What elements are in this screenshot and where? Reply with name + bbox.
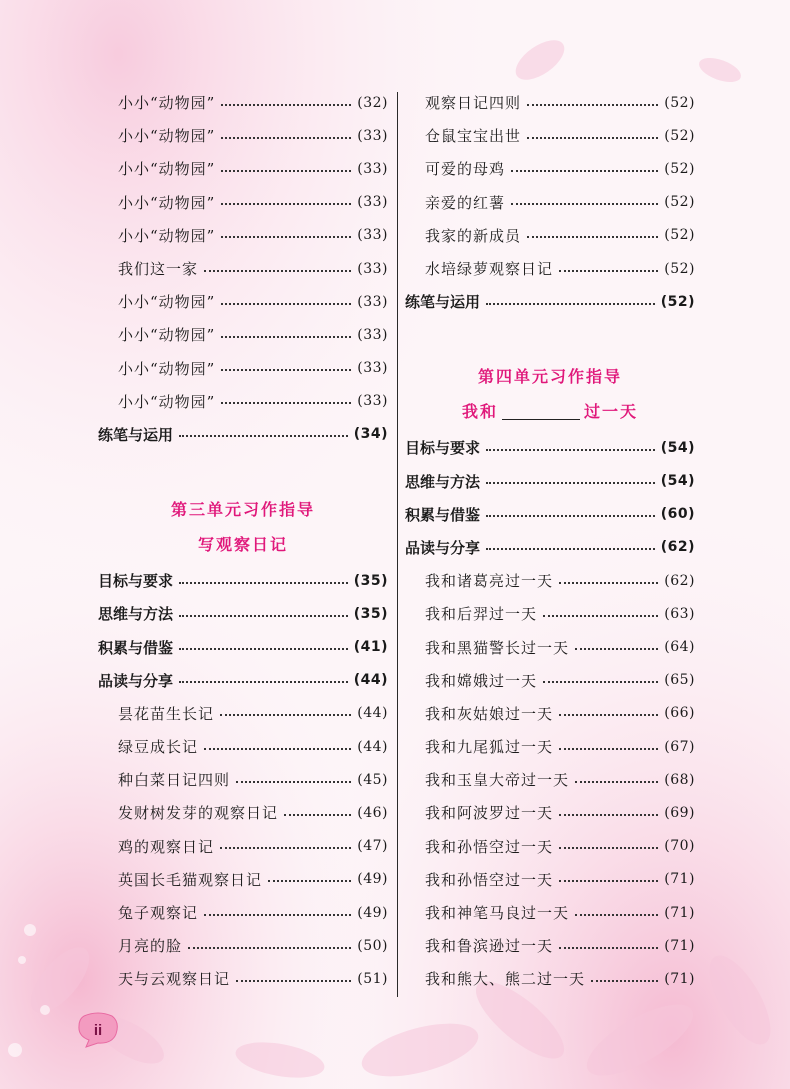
toc-entry-title: 英国长毛猫观察日记 (118, 870, 263, 889)
toc-entry-page: (52) (664, 160, 695, 177)
toc-entry-title: 练笔与运用 (405, 293, 481, 312)
toc-entry[interactable] (405, 186, 695, 219)
leader-dots (527, 137, 658, 139)
toc-entry-page: (62) (664, 572, 695, 589)
toc-entry-title: 小小“动物园” (118, 193, 216, 212)
toc-entry-title: 我家的新成员 (425, 226, 522, 245)
toc-entry-title: 我和灰姑娘过一天 (425, 704, 554, 723)
leader-dots (575, 914, 658, 916)
leader-dots (221, 104, 351, 106)
leader-dots (221, 303, 351, 305)
leader-dots (559, 947, 658, 949)
toc-entry-page: (70) (664, 838, 695, 855)
toc-entry-title: 小小“动物园” (118, 359, 216, 378)
leader-dots (559, 847, 658, 849)
page-number-badge (76, 1012, 120, 1048)
toc-entry-page: (46) (357, 804, 388, 821)
toc-entry[interactable] (405, 697, 695, 730)
toc-entry-page: (44) (353, 672, 388, 689)
toc-section-entry[interactable] (405, 465, 695, 498)
leader-dots (486, 303, 655, 305)
leader-dots (221, 170, 351, 172)
toc-entry-title: 我和孙悟空过一天 (425, 837, 554, 856)
toc-entry[interactable] (98, 929, 388, 962)
unit3-heading: 第三单元习作指导 (170, 500, 315, 520)
toc-entry-page: (44) (357, 738, 388, 755)
toc-entry-page: (64) (664, 639, 695, 656)
toc-entry[interactable] (98, 318, 388, 351)
leader-dots (204, 270, 351, 272)
toc-entry-page: (33) (357, 160, 388, 177)
toc-entry-page: (52) (664, 194, 695, 211)
toc-left-column (98, 86, 388, 996)
toc-section-entry[interactable] (98, 597, 388, 630)
toc-entry-title: 我和嫦娥过一天 (425, 671, 538, 690)
unit4-heading: 第四单元习作指导 (477, 367, 622, 387)
toc-entry-page: (68) (664, 771, 695, 788)
toc-entry-page: (65) (664, 672, 695, 689)
toc-entry-title: 我和后羿过一天 (425, 605, 538, 624)
toc-entry[interactable] (98, 119, 388, 152)
leader-dots (221, 402, 351, 404)
toc-section-entry[interactable] (98, 630, 388, 663)
toc-entry-title: 我和九尾狐过一天 (425, 738, 554, 757)
toc-entry-title: 昙花苗生长记 (118, 704, 215, 723)
toc-entry-page: (35) (353, 572, 388, 589)
unit4-subheading (405, 393, 695, 431)
toc-entry-title: 鸡的观察日记 (118, 837, 215, 856)
toc-entry[interactable] (405, 730, 695, 763)
toc-entry[interactable] (405, 830, 695, 863)
toc-entry[interactable] (405, 962, 695, 995)
leader-dots (179, 648, 348, 650)
toc-entry-page: (51) (357, 970, 388, 987)
leader-dots (221, 369, 351, 371)
toc-entry[interactable] (98, 962, 388, 995)
toc-entry[interactable] (405, 763, 695, 796)
toc-entry-title: 种白菜日记四则 (118, 771, 231, 790)
toc-entry-page: (71) (664, 904, 695, 921)
toc-entry-page: (62) (660, 539, 695, 556)
toc-entry-title: 可爱的母鸡 (425, 160, 506, 179)
unit3-subheading: 写观察日记 (197, 535, 288, 555)
toc-entry-title: 兔子观察记 (118, 904, 199, 923)
leader-dots (511, 203, 658, 205)
toc-entry-title: 亲爱的红薯 (425, 193, 506, 212)
toc-entry-page: (47) (357, 838, 388, 855)
toc-entry-page: (33) (357, 194, 388, 211)
toc-entry-page: (60) (660, 506, 695, 523)
toc-entry-page: (49) (357, 871, 388, 888)
toc-entry-title: 小小“动物园” (118, 160, 216, 179)
toc-entry[interactable] (405, 119, 695, 152)
toc-entry-title: 积累与借鉴 (405, 505, 481, 524)
toc-entry-title: 我和阿波罗过一天 (425, 804, 554, 823)
toc-entry-page: (50) (357, 937, 388, 954)
leader-dots (543, 681, 658, 683)
toc-entry[interactable] (405, 664, 695, 697)
toc-entry-title: 仓鼠宝宝出世 (425, 127, 522, 146)
leader-dots (591, 980, 658, 982)
toc-entry[interactable] (405, 252, 695, 285)
toc-entry-title: 月亮的脸 (118, 937, 183, 956)
toc-entry-page: (67) (664, 738, 695, 755)
toc-entry[interactable] (405, 863, 695, 896)
toc-entry-page: (35) (353, 605, 388, 622)
toc-entry[interactable] (98, 896, 388, 929)
leader-dots (527, 236, 658, 238)
toc-entry-title: 我和孙悟空过一天 (425, 870, 554, 889)
toc-entry-page: (63) (664, 605, 695, 622)
leader-dots (220, 714, 351, 716)
toc-section-entry[interactable] (405, 285, 695, 318)
toc-entry[interactable] (98, 730, 388, 763)
toc-entry[interactable] (405, 896, 695, 929)
toc-entry[interactable] (405, 796, 695, 829)
toc-entry-page: (33) (357, 393, 388, 410)
toc-entry[interactable] (405, 630, 695, 663)
leader-dots (559, 880, 658, 882)
toc-section-entry[interactable] (405, 498, 695, 531)
leader-dots (268, 880, 351, 882)
toc-entry-page: (34) (353, 426, 388, 443)
leader-dots (221, 137, 351, 139)
leader-dots (511, 170, 658, 172)
toc-entry-page: (44) (357, 705, 388, 722)
toc-entry-page: (49) (357, 904, 388, 921)
leader-dots (486, 515, 655, 517)
unit3-entries-list (98, 564, 388, 995)
toc-entry-page: (33) (357, 227, 388, 244)
unit3-tail-list (405, 86, 695, 318)
toc-entry-page: (52) (660, 293, 695, 310)
toc-entry-title: 思维与方法 (405, 472, 481, 491)
toc-entry[interactable] (98, 352, 388, 385)
leader-dots (179, 615, 348, 617)
toc-entry-page: (66) (664, 705, 695, 722)
leader-dots (220, 847, 351, 849)
leader-dots (559, 270, 658, 272)
toc-entry-title: 品读与分享 (405, 538, 481, 557)
toc-entry-title: 我和神笔马良过一天 (425, 904, 570, 923)
toc-entry-title: 目标与要求 (98, 572, 174, 591)
page-number: ii (93, 1021, 103, 1039)
toc-entry[interactable] (98, 86, 388, 119)
leader-dots (179, 435, 348, 437)
toc-entry[interactable] (405, 564, 695, 597)
leader-dots (179, 681, 348, 683)
toc-entry-page: (71) (664, 970, 695, 987)
unit4-subheading-before: 我和 (461, 402, 498, 422)
spacer (405, 318, 695, 360)
leader-dots (204, 914, 351, 916)
toc-entry-title: 我和熊大、熊二过一天 (425, 970, 586, 989)
toc-entry[interactable] (98, 763, 388, 796)
leader-dots (559, 748, 658, 750)
toc-entry-title: 小小“动物园” (118, 94, 216, 113)
leader-dots (188, 947, 351, 949)
toc-entry-page: (69) (664, 804, 695, 821)
leader-dots (486, 548, 655, 550)
leader-dots (179, 582, 348, 584)
toc-entry-title: 我和鲁滨逊过一天 (425, 937, 554, 956)
leader-dots (559, 714, 658, 716)
leader-dots (236, 781, 351, 783)
toc-entry-page: (54) (660, 439, 695, 456)
leader-dots (486, 449, 655, 451)
unit4-subheading-after: 过一天 (584, 402, 639, 422)
toc-entry[interactable] (98, 152, 388, 185)
toc-entry-title: 练笔与运用 (98, 425, 174, 444)
toc-entry[interactable] (98, 186, 388, 219)
toc-entry[interactable] (405, 152, 695, 185)
toc-entry-page: (52) (664, 260, 695, 277)
toc-entry-page: (33) (357, 326, 388, 343)
toc-right-column (405, 86, 695, 996)
toc-entry[interactable] (405, 929, 695, 962)
toc-entry-page: (71) (664, 937, 695, 954)
toc-entry-title: 我们这一家 (118, 260, 199, 279)
toc-entry-title: 观察日记四则 (425, 94, 522, 113)
toc-entry-title: 小小“动物园” (118, 293, 216, 312)
toc-entry-page: (32) (357, 94, 388, 111)
toc-entry[interactable] (98, 796, 388, 829)
toc-entry-page: (33) (357, 360, 388, 377)
toc-entry-page: (33) (357, 260, 388, 277)
toc-entry[interactable] (405, 597, 695, 630)
leader-dots (559, 582, 658, 584)
toc-entry-page: (45) (357, 771, 388, 788)
toc-entry-page: (52) (664, 127, 695, 144)
leader-dots (527, 104, 658, 106)
leader-dots (575, 781, 658, 783)
leader-dots (204, 748, 351, 750)
toc-entry-title: 小小“动物园” (118, 392, 216, 411)
toc-entry-page: (52) (664, 227, 695, 244)
fill-in-blank-line (502, 419, 580, 420)
toc-entry[interactable] (98, 219, 388, 252)
toc-entry[interactable] (405, 86, 695, 119)
toc-entry-title: 我和黑猫警长过一天 (425, 638, 570, 657)
leader-dots (575, 648, 658, 650)
toc-entry-title: 积累与借鉴 (98, 638, 174, 657)
toc-section-entry[interactable] (405, 531, 695, 564)
leader-dots (486, 482, 655, 484)
toc-section-entry[interactable] (405, 431, 695, 464)
leader-dots (236, 980, 351, 982)
toc-entry-title: 目标与要求 (405, 439, 481, 458)
toc-section-entry[interactable] (98, 564, 388, 597)
toc-entry-page: (52) (664, 94, 695, 111)
leader-dots (221, 203, 351, 205)
toc-entry-title: 天与云观察日记 (118, 970, 231, 989)
leader-dots (559, 814, 658, 816)
toc-entry[interactable] (98, 385, 388, 418)
toc-entry-title: 我和玉皇大帝过一天 (425, 771, 570, 790)
toc-entry-title: 发财树发芽的观察日记 (118, 804, 279, 823)
unit4-entries-list (405, 431, 695, 995)
toc-section-entry[interactable] (98, 664, 388, 697)
column-divider (397, 92, 398, 997)
toc-entry-title: 绿豆成长记 (118, 738, 199, 757)
toc-entry-title: 小小“动物园” (118, 127, 216, 146)
toc-entry[interactable] (98, 252, 388, 285)
toc-entry-page: (71) (664, 871, 695, 888)
toc-entry-title: 品读与分享 (98, 671, 174, 690)
toc-entry-page: (41) (353, 639, 388, 656)
leader-dots (221, 336, 351, 338)
toc-entry-title: 小小“动物园” (118, 226, 216, 245)
toc-entry-title: 我和诸葛亮过一天 (425, 572, 554, 591)
spacer (98, 451, 388, 493)
toc-entry[interactable] (98, 285, 388, 318)
toc-entry-title: 思维与方法 (98, 605, 174, 624)
toc-entry[interactable] (98, 830, 388, 863)
unit2-tail-list (98, 86, 388, 451)
toc-entry-page: (33) (357, 127, 388, 144)
leader-dots (284, 814, 351, 816)
toc-entry-page: (54) (660, 473, 695, 490)
toc-entry-title: 水培绿萝观察日记 (425, 260, 554, 279)
leader-dots (543, 615, 658, 617)
toc-entry-page: (33) (357, 293, 388, 310)
toc-entry[interactable] (98, 863, 388, 896)
leader-dots (221, 236, 351, 238)
toc-section-entry[interactable] (98, 418, 388, 451)
toc-entry-title: 小小“动物园” (118, 326, 216, 345)
toc-entry[interactable] (98, 697, 388, 730)
toc-entry[interactable] (405, 219, 695, 252)
